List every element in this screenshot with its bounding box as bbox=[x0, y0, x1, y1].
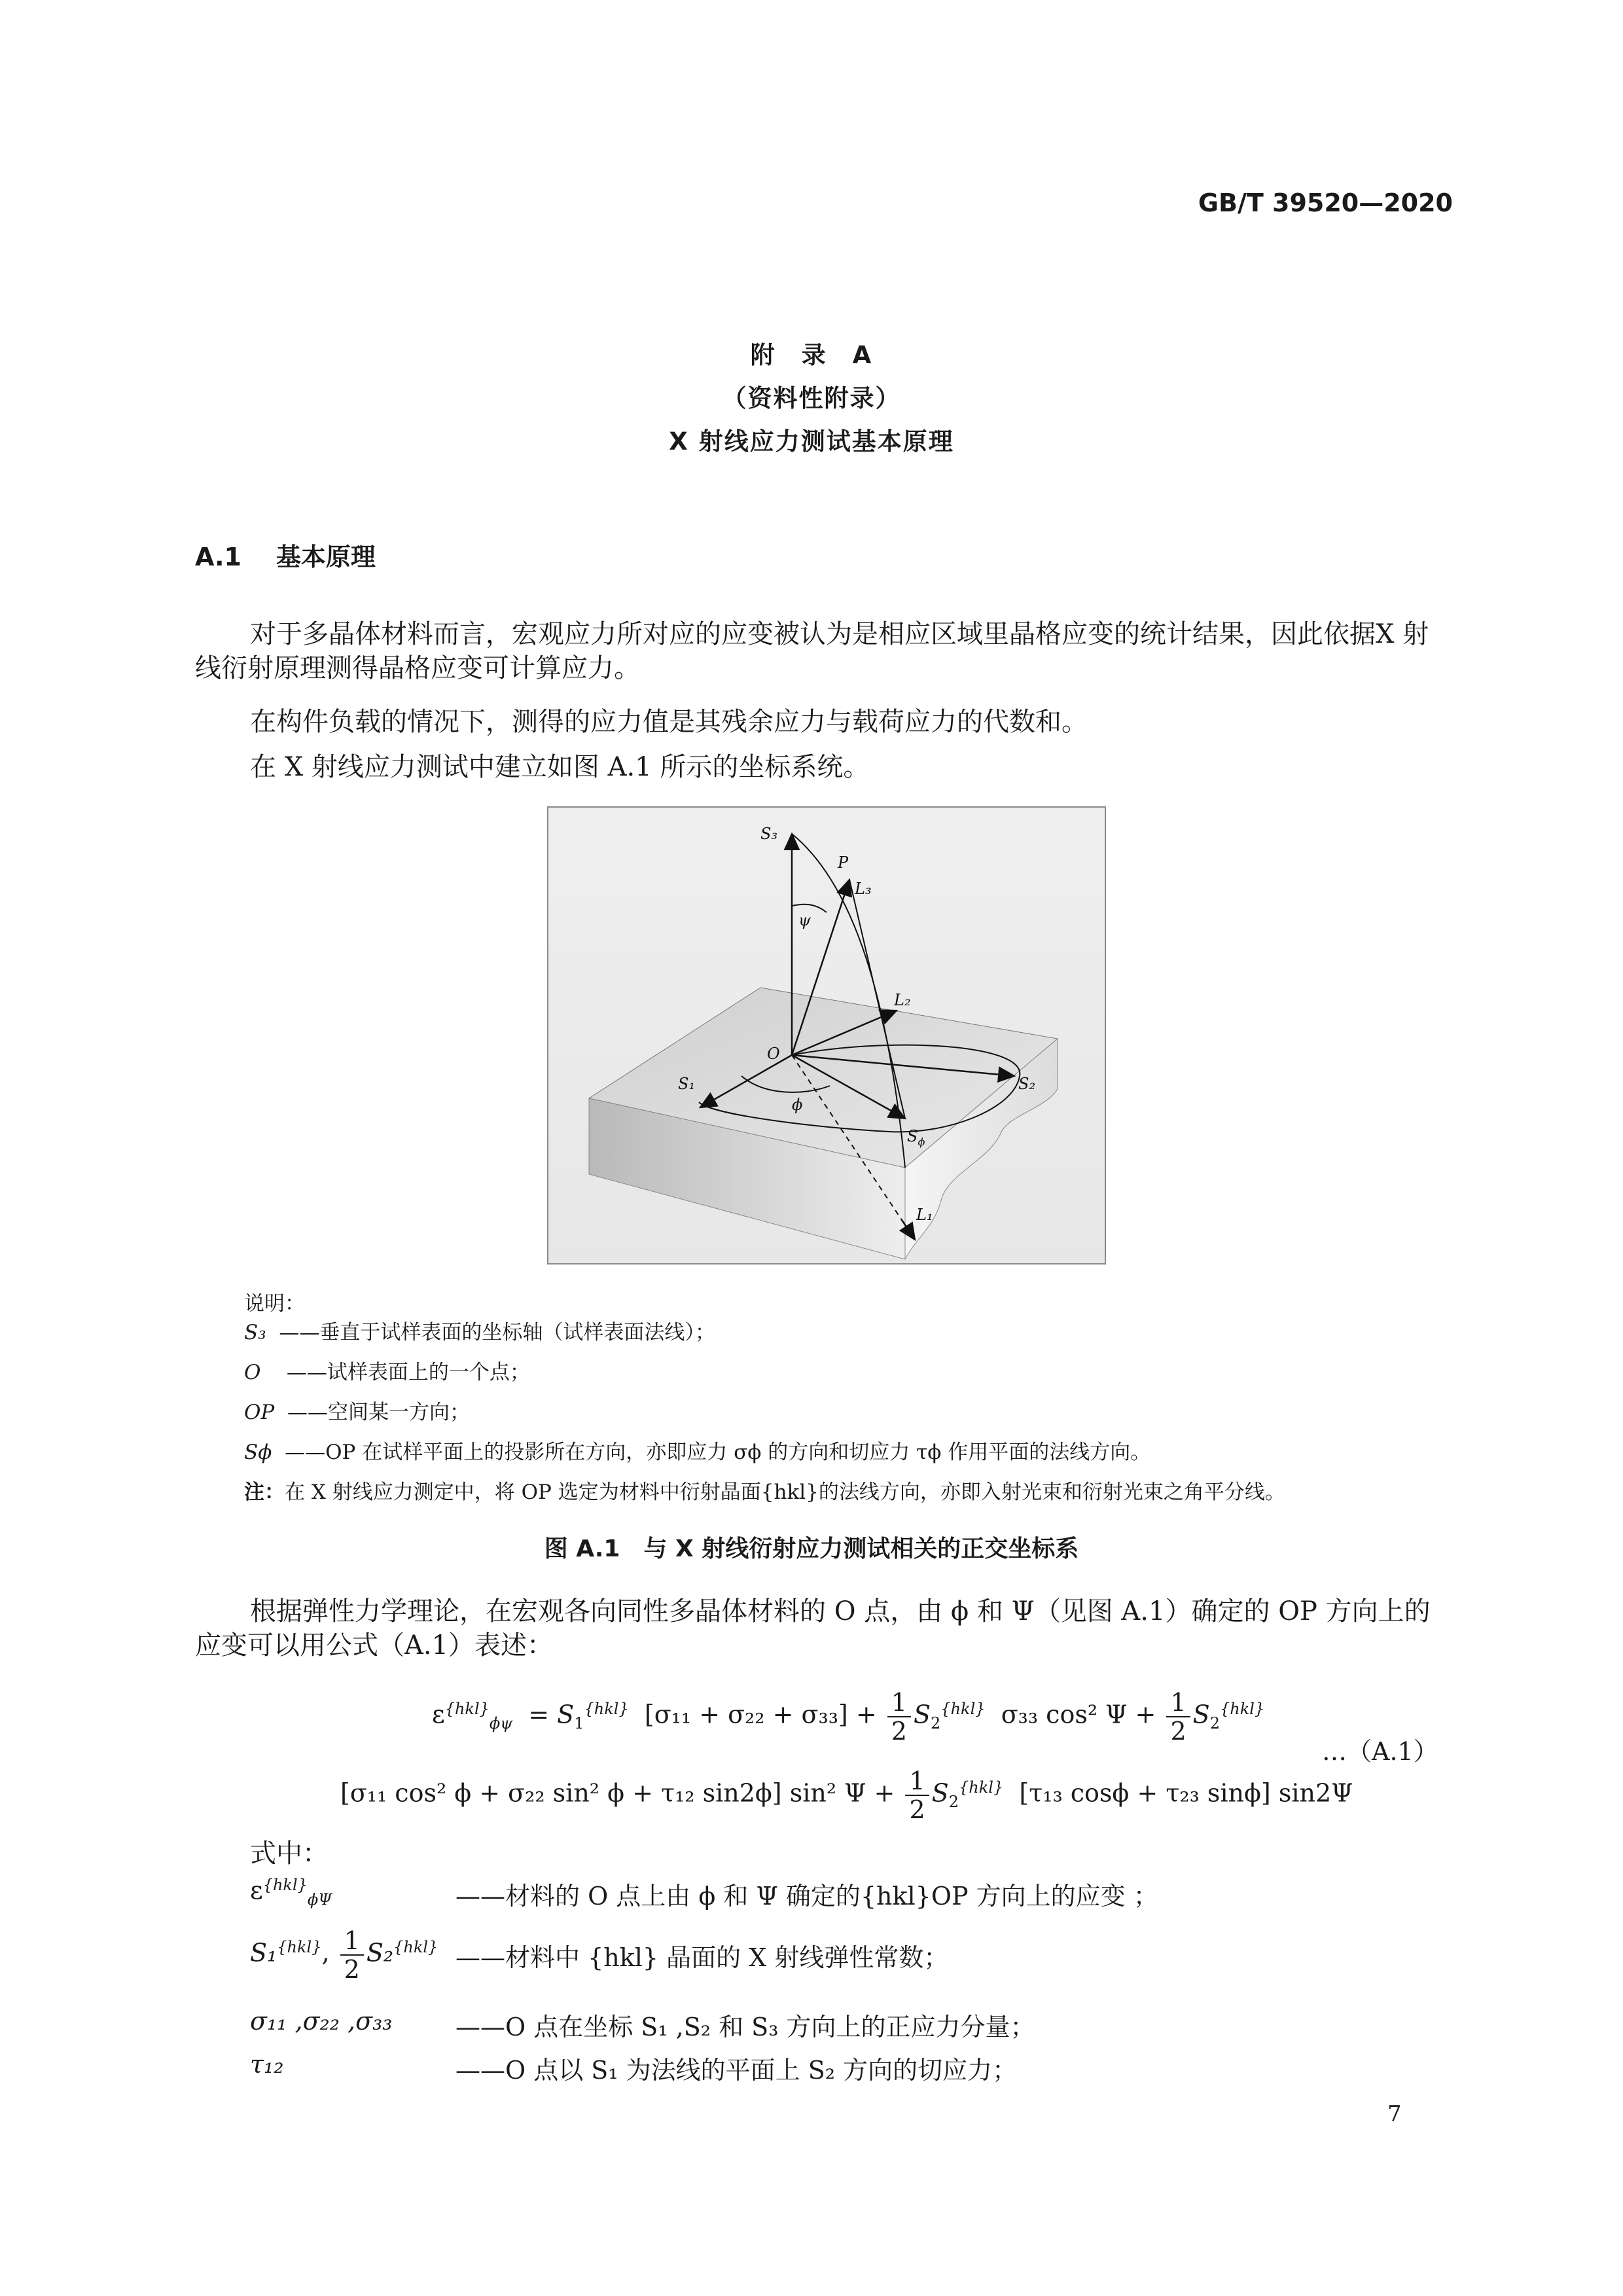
figure-caption: 图 A.1 与 X 射线衍射应力测试相关的正交坐标系 bbox=[544, 1535, 1079, 1562]
equation-a1 bbox=[340, 1689, 1453, 1833]
section-heading bbox=[195, 537, 376, 573]
paragraph-1: 对于多晶体材料而言，宏观应力所对应的应变被认为是相应区域里晶格应变的统计结果，因此依据X 射线衍射原理测得晶格应变可计算应力。 bbox=[195, 619, 1429, 683]
document-id: GB/T 39520—2020 bbox=[1198, 188, 1453, 217]
term-elastic-constants: S₁$^{\{hkl\}}$, $\frac{1}{2}$ S₂$^{\{hkl\}}$ bbox=[250, 1926, 438, 1984]
legend-item bbox=[244, 1355, 530, 1385]
annex-subtitle: X 射线应力测试基本原理 bbox=[669, 427, 954, 456]
label-l2: L₂ bbox=[894, 991, 911, 1009]
label-p: P bbox=[838, 853, 849, 872]
equation-line-2: [σ₁₁ cos² ϕ + σ₂₂ sin² ϕ + τ₁₂ sin2ϕ] sin² Ψ + $\frac{1}{2}$ $S_2^{\{hkl\}}$ [τ₁₃ cosϕ + τ₂₃ sinϕ] sin2Ψ bbox=[340, 1767, 1353, 1824]
term-strain: $\varepsilon^{\{hkl\}}_{\phi\Psi}$ bbox=[250, 1876, 332, 1909]
section-number: A.1 bbox=[195, 543, 241, 571]
note-text: 在 X 射线应力测定中，将 OP 选定为材料中衍射晶面{hkl}的法线方向，亦即入射光束和衍射光束之角平分线。 bbox=[285, 1480, 1285, 1504]
half-fraction: $\frac{1}{2}$ bbox=[887, 1689, 911, 1745]
label-phi: ϕ bbox=[792, 1096, 803, 1114]
label-s3: S₃ bbox=[760, 825, 778, 843]
legend-item bbox=[244, 1316, 715, 1345]
term-elastic-constants-desc: ——材料中 {hkl} 晶面的 X 射线弹性常数； bbox=[455, 1943, 949, 1972]
half-fraction: $\frac{1}{2}$ bbox=[905, 1767, 929, 1823]
label-l1: L₁ bbox=[916, 1206, 933, 1224]
label-s2: S₂ bbox=[1018, 1075, 1036, 1093]
legend-text: ——OP 在试样平面上的投影所在方向，亦即应力 σϕ 的方向和切应力 τϕ 作用平面的法线方向。 bbox=[285, 1441, 1151, 1464]
legend-symbol: Sϕ bbox=[244, 1441, 272, 1464]
paragraph-3: 在 X 射线应力测试中建立如图 A.1 所示的坐标系统。 bbox=[250, 752, 870, 782]
paragraph-4: 根据弹性力学理论，在宏观各向同性多晶体材料的 O 点，由 ϕ 和 Ψ（见图 A.1）确定的 OP 方向上的应变可以用公式（A.1）表述： bbox=[195, 1596, 1431, 1660]
label-o: O bbox=[767, 1045, 780, 1063]
section-title: 基本原理 bbox=[276, 543, 376, 571]
legend-text: ——试样表面上的一个点； bbox=[286, 1361, 530, 1384]
legend-text: ——空间某一方向； bbox=[287, 1401, 470, 1424]
legend-item bbox=[244, 1435, 1150, 1465]
annex-title: 附 录 A bbox=[750, 341, 873, 369]
where-label: 式中： bbox=[250, 1839, 329, 1869]
annex-type: （资料性附录） bbox=[722, 384, 901, 412]
term-normal-stress-desc: ——O 点在坐标 S₁ ,S₂ 和 S₃ 方向上的正应力分量； bbox=[455, 2013, 1035, 2041]
page-number: 7 bbox=[1387, 2101, 1402, 2127]
term-shear-stress: τ₁₂ bbox=[250, 2050, 284, 2079]
paragraph-2: 在构件负载的情况下，测得的应力值是其残余应力与载荷应力的代数和。 bbox=[250, 707, 1088, 737]
half-fraction: $\frac{1}{2}$ bbox=[1166, 1689, 1190, 1745]
label-l3: L₃ bbox=[855, 880, 872, 898]
half-fraction: $\frac{1}{2}$ bbox=[340, 1927, 364, 1983]
equation-line-1: $\varepsilon^{\{hkl\}}_{\phi\psi} = S_1^{\{hkl\}}$ [σ₁₁ + σ₂₂ + σ₃₃] + $\frac{1}{2}$ $S_2^{\{hkl\}}$ σ₃₃ cos² Ψ + $\frac{1}{2}$ $S_2^{\{hkl\}}$ bbox=[432, 1688, 1265, 1746]
legend-symbol: OP bbox=[244, 1401, 275, 1424]
term-shear-stress-desc: ——O 点以 S₁ 为法线的平面上 S₂ 方向的切应力； bbox=[455, 2056, 1018, 2085]
label-s1: S₁ bbox=[678, 1075, 696, 1093]
term-strain-desc: ——材料的 O 点上由 ϕ 和 Ψ 确定的{hkl}OP 方向上的应变 ； bbox=[455, 1882, 1158, 1910]
term-normal-stress: σ₁₁ ,σ₂₂ ,σ₃₃ bbox=[250, 2007, 393, 2036]
figure-a1 bbox=[547, 806, 1106, 1265]
legend-item bbox=[244, 1395, 470, 1425]
label-sphi: $S_\phi$ bbox=[907, 1127, 925, 1148]
coordinate-diagram bbox=[548, 808, 1105, 1263]
legend-symbol: S₃ bbox=[244, 1321, 266, 1344]
equation-number: …（A.1） bbox=[1322, 1737, 1438, 1766]
note-label: 注： bbox=[244, 1480, 285, 1504]
legend-symbol: O bbox=[244, 1361, 261, 1384]
legend-text: ——垂直于试样表面的坐标轴（试样表面法线）； bbox=[279, 1321, 715, 1344]
label-psi: ψ bbox=[798, 911, 811, 929]
figure-note bbox=[244, 1475, 1461, 1505]
legend-title: 说明： bbox=[244, 1292, 305, 1316]
